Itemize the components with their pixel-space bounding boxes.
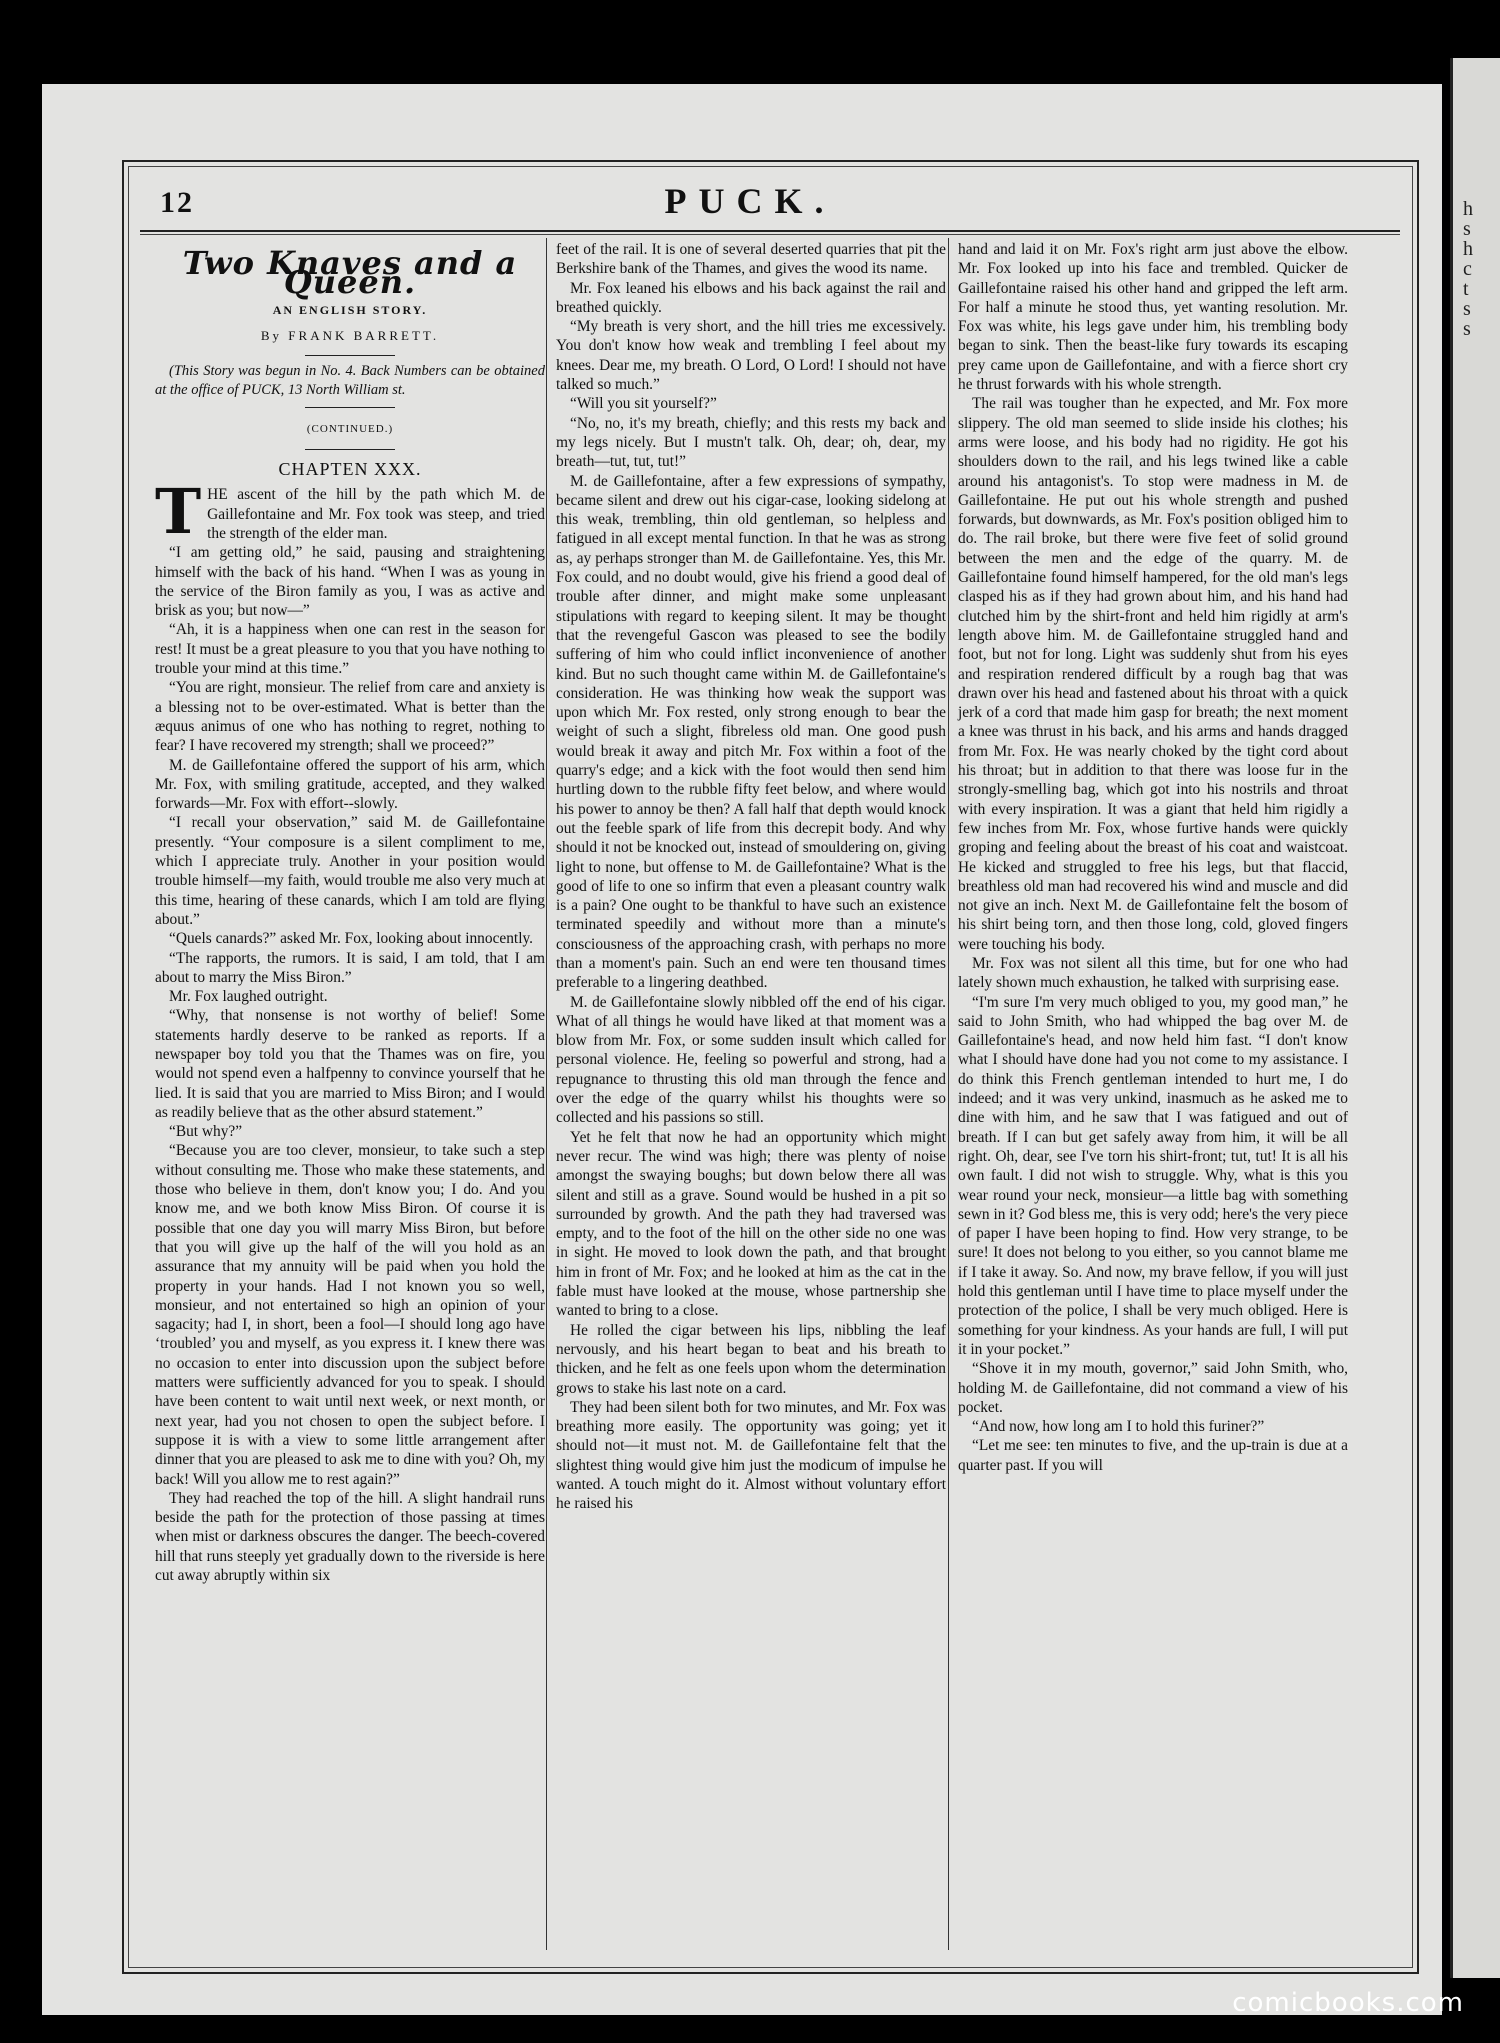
paragraph: hand and laid it on Mr. Fox's right arm just above the elbow. Mr. Fox looked up into his face and trembled. Quicker de Gaillefontaine raised his other hand and gripped the left arm. For half a minute he stood thus, yet wanting resolution. Mr. Fox was white, his legs gave under him, his trembling body began to sink. Then the beast-like fury towards its escaping prey came upon de Gaillefontaine, and with a fierce short cry he thrust forwards with his whole strength. <box>958 241 1348 394</box>
paragraph: “I'm sure I'm very much obliged to you, my good man,” he said to John Smith, who had whipped the bag over M. de Gaillefontaine's head, and now held him fast. “I don't know what I should have done had you not come to my assistance. I do think this French gentleman intended to hurt me, I do indeed; and it was very unkind, inasmuch as he asked me to dine with him, and he saw that I was fatigued and out of breath. If I can but get safely away from him, it will be all right. Oh, dear, see I've torn his shirt-front; tut, tut! It is all his own fault. I did not wish to struggle. Why, what is this you wear round your neck, monsieur—a little bag with something sewn in it? God bless me, this is very odd; here's the very piece of paper I have been hoping to find. How very strange, to be sure! It does not belong to you either, so you cannot blame me if I take it away. So. And now, my brave fellow, if you will just hold this gentleman until I have time to place myself under the protection of the police, I shall be very much obliged. Here is something for your kindness. As your hands are full, I will put it in your pocket.” <box>958 993 1349 1358</box>
paragraph: “Let me see: ten minutes to five, and the up-train is due at a quarter past. If you will <box>958 1437 1348 1474</box>
chapter-heading: CHAPTEN XXX. <box>278 459 422 480</box>
paragraph: He rolled the cigar between his lips, nibbling the leaf nervously, and his heart began to beat and his breath to thicken, and he felt as one feels upon whom the determination grows to stake his last note on a card. <box>556 1321 946 1397</box>
next-page-fragment: t <box>1463 278 1469 300</box>
column-3 <box>958 240 1348 1475</box>
paragraph: They had been silent both for two minutes, and Mr. Fox was breathing more easily. The opportunity was going; yet it should not—it must not. M. de Gaillefontaine felt that the slightest thing would give him just the modicum of impulse he wanted. A touch might do it. Almost without voluntary effort he raised his <box>556 1398 946 1513</box>
column-divider <box>546 238 547 1950</box>
paragraph: “But why?” <box>169 1123 243 1141</box>
paragraph: HE ascent of the hill by the path which M. de Gaillefontaine and Mr. Fox took was steep, and tried the strength of the elder man. <box>207 486 545 542</box>
paragraph: “Ah, it is a happiness when one can rest in the season for rest! It must be a great pleasure to you that you have nothing to trouble your mind at this time.” <box>155 621 545 678</box>
site-watermark: comicbooks.com <box>1232 1988 1464 2018</box>
next-page-fragment: s <box>1463 298 1471 320</box>
paragraph: They had reached the top of the hill. A slight handrail runs beside the path for the protection of those passing at times when mist or darkness obscures the danger. The beech-covered hill that runs steeply yet gradually down to the riverside is here cut away abruptly within six <box>155 1489 545 1584</box>
next-page-fragment: h <box>1463 238 1473 260</box>
paragraph: “You are right, monsieur. The relief from care and anxiety is a blessing not to be over-estimated. What is better than the æquus animus of one who has nothing to regret, nothing to fear? I have recovered my strength; shall we proceed?” <box>155 679 545 755</box>
paragraph: “Quels canards?” asked Mr. Fox, looking about innocently. <box>169 930 534 948</box>
paragraph: Yet he felt that now he had an opportunity which might never recur. The wind was high; there was plenty of noise amongst the swaying boughs; but down below there all was silent and still as a grave. Sound would be hushed in a pit so surrounded by growth. And the path they had traversed was empty, and to the foot of the hill on the other side no one was in sight. He moved to look down the path, and that brought him in front of Mr. Fox; and he looked at him as the cat in the fable must have looked at the mouse, whose partnership she wanted to bring to a close. <box>556 1128 946 1320</box>
divider <box>305 407 395 408</box>
paragraph: “Will you sit yourself?” <box>570 395 717 413</box>
continued-label: (CONTINUED.) <box>306 422 394 435</box>
column-1 <box>155 240 545 1585</box>
paragraph: The rail was tougher than he expected, and Mr. Fox more slippery. The old man seemed to slide inside his clothes; his arms were loose, and his body had no rigidity. He got his shoulders down to the rail, and his legs twined like a cable around his antagonist's. To stop were madness in M. de Gaillefontaine. He put out his whole strength and pushed forwards, but downwards, as Mr. Fox's position obliged him to do. The rail broke, but there were five feet of solid ground between the men and the edge of the quarry. M. de Gaillefontaine found himself hampered, for the old man's legs clasped his as if they had grown about him, and his hand had clutched him by the shirt-front and held him rigidly at arm's length above him. M. de Gaillefontaine struggled hand and foot, but not for long. Light was suddenly shut from his eyes and respiration rendered difficult by a rough bag that was drawn over his head and fastened about his throat with a quick jerk of a cord that made him gasp for breath; the next moment a knee was thrust in his back, and his arms and hands dragged from Mr. Fox. He was nearly choked by the tight cord about his throat; but in addition to that there was loose fur in the strongly-smelling bag, which got into his nostrils and throat with every inspiration. It was a giant that held him rigidly a few inches from Mr. Fox, whose furtive hands were quickly groping and feeling about the breast of his coat and waistcoat. He kicked and struggled to free his legs, but that flaccid, breathless old man had recovered his wind and muscle and did not give an inch. Next M. de Gaillefontaine felt the bosom of his shirt being torn, and then those long, cold, gloved fingers were touching his body. <box>958 395 1348 953</box>
paragraph: “My breath is very short, and the hill tries me excessively. You don't know how weak and trembling I feel about my knees. Dear me, my breath. O Lord, O Lord! I should not have talked so much.” <box>556 318 946 394</box>
adjacent-page-edge <box>1450 58 1500 1978</box>
divider <box>305 355 395 356</box>
paragraph: “Because you are too clever, monsieur, to take such a step without consulting me. Those who make these statements, and those who believe in them, don't know you; I do. And you know me, and we both know Miss Biron. Of course it is possible that one day you will marry Miss Biron, but before that you will give up the half of the will you hold as an assurance that my annuity will be paid when you hold the property in your hands. Had I not known you so well, monsieur, and not entertained so high an opinion of your sagacity; had I, in short, been a fool—I should long ago have ‘troubled’ you and myself, as you express it. I knew there was no occasion to enter into discussion upon the subject before matters were sufficiently advanced for you to speak. I should have been content to wait until next week, or next month, or next year, had you not chosen to open the subject before. I suppose it is with a view to some little arrangement after dinner that you are pleased to ask me to dine with you? Oh, my back! Will you allow me to rest again?” <box>155 1142 545 1488</box>
column-divider <box>948 238 949 1950</box>
paragraph: “No, no, it's my breath, chiefly; and this rests my back and my legs nicely. But I mustn't talk. Oh, dear; oh, dear, my breath—tut, tut, tut!” <box>556 414 946 471</box>
page-number: 12 <box>160 186 194 219</box>
paragraph: “I am getting old,” he said, pausing and straightening himself with the back of his hand. “When I was as young in the service of the Biron family as you, I was as active and brisk as you; but now—” <box>155 544 545 620</box>
next-page-fragment: s <box>1463 318 1471 340</box>
paragraph: Mr. Fox was not silent all this time, but for one who had lately shown much exhaustion, he talked with surprising ease. <box>958 954 1348 992</box>
story-title: Two Knaves and a Queen. <box>182 244 518 302</box>
paragraph: “The rapports, the rumors. It is said, I am told, that I am about to marry the Miss Biron.” <box>155 949 545 986</box>
byline: By FRANK BARRETT. <box>260 327 440 343</box>
next-page-fragment: h <box>1463 198 1473 220</box>
drop-cap: T <box>155 475 202 549</box>
paragraph: feet of the rail. It is one of several deserted quarries that pit the Berkshire bank of the Thames, and gives the wood its name. <box>556 241 946 278</box>
editor-note: (This Story was begun in No. 4. Back Numbers can be obtained at the office of PUCK, 13 North William st. <box>155 363 545 399</box>
paragraph: M. de Gaillefontaine, after a few expressions of sympathy, became silent and drew out his cigar-case, looking sidelong at this weak, trembling, thin old gentleman, so helpless and fatigued in all except mental function. In that he was as strong as, ay perhaps stronger than M. de Gaillefontaine. Yes, this Mr. Fox could, and no doubt would, give his friend a good deal of trouble after dinner, and might make some unpleasant stipulations with regard to keeping silent. It may be thought that the revengeful Gascon was pleased to see the bodily suffering of him who could inflict inconvenience of another kind. But no such thought came within M. de Gaillefontaine's consideration. He was thinking how weak the support was upon which Mr. Fox rested, only strong enough to bear the weight of such a slight, fibreless old man. One good push would break it away and pitch Mr. Fox within a foot of the quarry's edge; and a kick with the foot would then send him hurtling down to the rubble fifty feet below, and where would his power to annoy be then? A fall half that depth would knock out the feeble spark of life from this decrepit body. And why should it not be knocked out, instead of smouldering on, giving light to none, but offense to M. de Gaillefontaine? What is the good of life to one so infirm that even a pleasant country walk is a pain? One ought to be thankful to have such an existence terminated speedily and without more than a minute's consciousness of the approaching crash, with perhaps no more than a moment's pain. Such an end were ten thousand times preferable to a lingering deathbed. <box>556 472 946 992</box>
column-2 <box>556 240 946 1514</box>
story-subtitle: AN ENGLISH STORY. <box>272 302 428 317</box>
paragraph: M. de Gaillefontaine offered the support of his arm, which Mr. Fox, with smiling gratitude, accepted, and they walked forwards—Mr. Fox with effort--slowly. <box>155 756 545 813</box>
next-page-fragment: s <box>1463 218 1471 240</box>
divider <box>305 449 395 450</box>
paragraph: “And now, how long am I to hold this furiner?” <box>972 1418 1265 1436</box>
header-rule <box>140 230 1400 232</box>
paragraph: Mr. Fox laughed outright. <box>169 988 328 1006</box>
paragraph: M. de Gaillefontaine slowly nibbled off the end of his cigar. What of all things he would have liked at that moment was a blow from Mr. Fox, or some sudden insult which called for personal violence. He, feeling so powerful and strong, had a repugnance to thrusting this old man through the fence and over the edge of the quarry whilst his thoughts were so collected and his passions so still. <box>556 993 946 1127</box>
paragraph: Mr. Fox leaned his elbows and his back against the rail and breathed quickly. <box>556 279 946 316</box>
paragraph: “Why, that nonsense is not worthy of belief! Some statements hardly deserve to be ranked as reports. If a newspaper boy told you that the Thames was on fire, you would not spend even a halfpenny to convince yourself that he lied. It is said that you are married to Miss Biron; and I would as readily believe that as the other absurd statement.” <box>155 1007 545 1121</box>
masthead: PUCK. <box>664 181 836 221</box>
paragraph: “I recall your observation,” said M. de Gaillefontaine presently. “Your composure is a silent compliment to me, which I appreciate truly. Another in your position would trouble himself—my faith, would trouble me also very much at this time, hearing of these canards, which I am told are flying about.” <box>155 814 545 928</box>
next-page-fragment: c <box>1463 258 1472 280</box>
paragraph: “Shove it in my mouth, governor,” said John Smith, who, holding M. de Gaillefontaine, did not command a view of his pocket. <box>958 1360 1348 1416</box>
header-rule <box>140 234 1400 235</box>
